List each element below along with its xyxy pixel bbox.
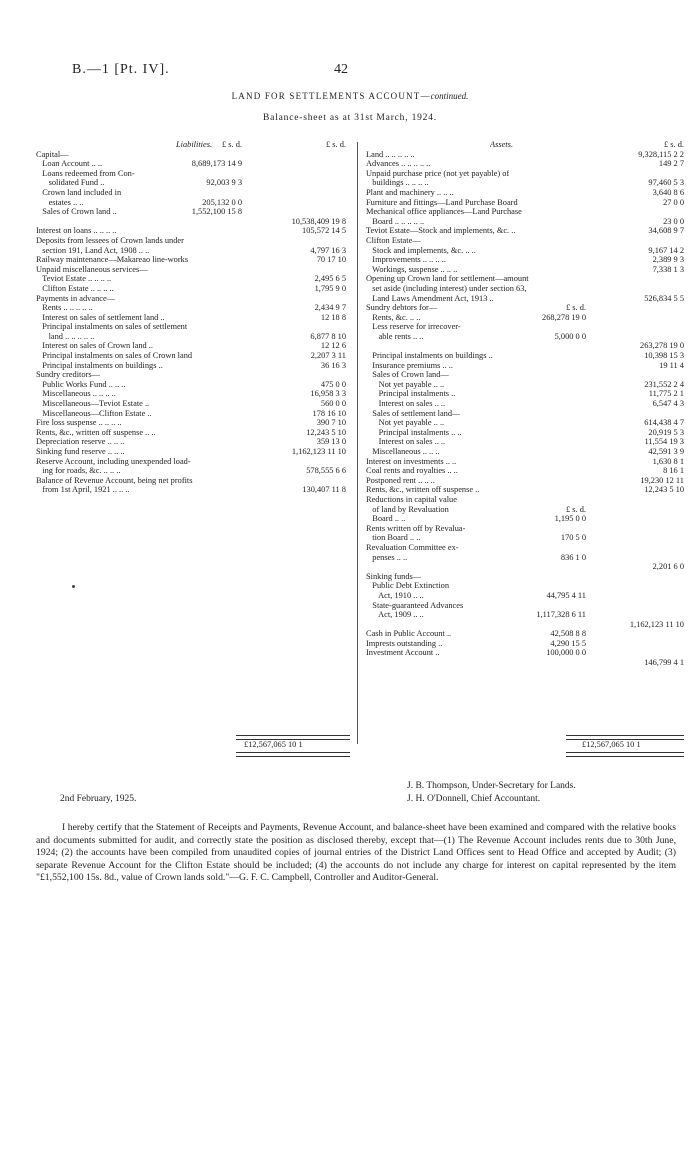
liabilities-row	[36, 207, 354, 217]
assets-row-label: Stock and implements, &c. .. ..	[366, 245, 476, 255]
assets-row-amount-c2: 149 2 7	[658, 159, 684, 169]
liabilities-row-label: estates .. ..	[36, 197, 84, 207]
liabilities-row-label: Railway maintenance—Makareao line-works	[36, 255, 189, 265]
assets-row-label: Advances .. .. .. .. ..	[366, 159, 431, 169]
liabilities-row	[36, 217, 354, 227]
assets-row-amount-c2: 8 16 1	[663, 466, 684, 476]
assets-row-amount-c2: 3,640 8 6	[652, 187, 684, 197]
assets-row-amount-c1: 1,195 0 0	[554, 514, 586, 524]
assets-row-label: Reductions in capital value	[366, 494, 457, 504]
signature-chief-accountant: J. H. O'Donnell, Chief Accountant.	[407, 794, 541, 804]
liabilities-row-label: Depreciation reserve .. .. ..	[36, 437, 125, 447]
assets-row-amount-c1: 5,000 0 0	[554, 331, 586, 341]
liabilities-row	[36, 428, 354, 438]
page-number: 42	[334, 62, 348, 77]
liabilities-row-amount-c2: 12,243 5 10	[306, 427, 346, 437]
assets-row-label: Board .. ..	[366, 514, 406, 524]
assets-row-amount-c2: 6,547 4 3	[652, 399, 684, 409]
liabilities-row	[36, 294, 354, 304]
liabilities-row-label: Payments in advance—	[36, 293, 116, 303]
assets-row-amount-c2: 1,162,123 11 10	[629, 619, 684, 629]
assets-row	[366, 332, 684, 342]
liabilities-row-label: Loans redeemed from Con-	[36, 168, 135, 178]
assets-row	[366, 178, 684, 188]
title-text: LAND FOR SETTLEMENTS ACCOUNT—	[231, 91, 431, 101]
liabilities-row-label: Fire loss suspense .. .. .. ..	[36, 418, 122, 428]
assets-row	[366, 159, 684, 169]
assets-row-amount-c1: 170 5 0	[560, 533, 586, 543]
assets-row	[366, 476, 684, 486]
assets-row-amount-c1: 42,508 8 8	[550, 629, 586, 639]
liabilities-row-amount-c2: 2,495 6 5	[314, 274, 346, 284]
assets-row-label: Plant and machinery .. .. ..	[366, 187, 454, 197]
assets-row	[366, 591, 684, 601]
assets-row-amount-c1: 100,000 0 0	[546, 648, 586, 658]
assets-row-amount-c1: 44,795 4 11	[546, 590, 586, 600]
assets-row	[366, 485, 684, 495]
assets-row	[366, 428, 684, 438]
liabilities-row	[36, 169, 354, 179]
liabilities-row-amount-c2: 36 16 3	[320, 360, 346, 370]
assets-row	[366, 313, 684, 323]
assets-row	[366, 399, 684, 409]
liabilities-row-label: Principal instalments on sales of settlement	[36, 322, 188, 332]
liabilities-row-label: Miscellaneous—Teviot Estate ..	[36, 399, 150, 409]
assets-row	[366, 648, 684, 658]
liabilities-row-amount-c2: 2,207 3 11	[310, 351, 346, 361]
assets-row	[366, 380, 684, 390]
liabilities-row	[36, 226, 354, 236]
assets-row-amount-c2: 263,278 19 0	[640, 341, 684, 351]
liabilities-row-label: Sundry creditors—	[36, 370, 100, 380]
liabilities-col-head-c1: £ s. d.	[221, 140, 242, 149]
liabilities-row	[36, 188, 354, 198]
audit-certificate: I hereby certify that the Statement of Receipts and Payments, Revenue Account, and balance-sheet have been examined and compared with the relative books and documents submitted for audit, and correctly state the position as disclosed thereby, except that—(1) The Revenue Account includes rents due to 30th June, 1924; (2) the accounts have been compiled from unaudited copies of journal entries of the District Land Offices sent to Head Office and accepted by Audit; (3) separate Revenue Account for the Clifton Estate should be included; (4) the accounts do not include any charge for interest on capital represented by the item "£1,552,100 15s. 8d., value of Crown lands sold."—G. F. C. Campbell, Controller and Auditor-General.	[36, 822, 676, 884]
assets-row-amount-c2: 10,398 15 3	[644, 351, 684, 361]
assets-row-label: able rents .. ..	[366, 331, 424, 341]
assets-row	[366, 341, 684, 351]
assets-row-amount-c1: 1,117,328 6 11	[536, 610, 586, 620]
liabilities-row-label: Interest on sales of settlement land ..	[36, 312, 165, 322]
liabilities-column	[36, 140, 354, 495]
liabilities-row-amount-c2: 12 18 8	[320, 312, 346, 322]
assets-row-label: Sundry debtors for—	[366, 303, 438, 313]
liabilities-row-amount-c2: 70 17 10	[316, 255, 346, 265]
assets-row-label: Act, 1909 .. ..	[366, 610, 424, 620]
liabilities-row-amount-c1: 205,132 0 0	[202, 197, 242, 207]
liabilities-row	[36, 380, 354, 390]
assets-row	[366, 601, 684, 611]
signature-under-secretary: J. B. Thompson, Under-Secretary for Lands.	[407, 781, 576, 791]
liabilities-row-amount-c2: 10,538,409 19 8	[291, 216, 346, 226]
report-reference: B.—1 [Pt. IV].	[72, 62, 170, 77]
assets-row	[366, 639, 684, 649]
liabilities-row	[36, 485, 354, 495]
liabilities-row	[36, 198, 354, 208]
assets-row-label: of land by Revaluation	[366, 504, 449, 514]
assets-row	[366, 188, 684, 198]
assets-row	[366, 246, 684, 256]
liabilities-row-label: Sinking fund reserve .. .. ..	[36, 447, 125, 456]
liabilities-row-amount-c1: 92,003 9 3	[206, 178, 242, 188]
assets-row-label: Cash in Public Account ..	[366, 629, 452, 639]
liabilities-row-label: section 191, Land Act, 1908 .. ..	[36, 245, 150, 255]
assets-row-amount-c2: 2,201 6 0	[652, 562, 684, 572]
liabilities-row	[36, 447, 354, 457]
assets-row	[366, 629, 684, 639]
assets-row	[366, 198, 684, 208]
liabilities-row-amount-c2: 12 12 6	[320, 341, 346, 351]
assets-row	[366, 265, 684, 275]
assets-row-amount-c2: 2,389 9 3	[652, 255, 684, 265]
liabilities-row	[36, 466, 354, 476]
assets-row-amount-c1: 4,290 15 5	[550, 638, 586, 648]
liabilities-row-amount-c2: 475 0 0	[320, 379, 346, 389]
assets-row-label: penses .. ..	[366, 552, 408, 562]
liabilities-row	[36, 457, 354, 467]
liabilities-row-label: Teviot Estate .. .. .. ..	[36, 274, 112, 284]
assets-row	[366, 274, 684, 284]
assets-row-amount-c2: 27 0 0	[663, 197, 684, 207]
assets-row-label: Coal rents and royalties .. ..	[366, 466, 458, 476]
assets-row	[366, 361, 684, 371]
assets-heading-row	[366, 140, 684, 150]
assets-row-label: Principal instalments ..	[366, 389, 456, 399]
assets-row-label: Public Debt Extinction	[366, 581, 450, 591]
liabilities-row	[36, 476, 354, 486]
assets-row-amount-c2: 1,630 8 1	[652, 456, 684, 466]
liabilities-row-amount-c2: 4,797 16 3	[310, 245, 346, 255]
assets-row-label: Sales of settlement land—	[366, 408, 461, 418]
assets-row-label: Rents, &c., written off suspense ..	[366, 485, 480, 495]
liabilities-row-label: Deposits from lessees of Crown lands under	[36, 235, 184, 245]
assets-row-label: buildings .. .. .. ..	[366, 178, 429, 188]
liabilities-row	[36, 159, 354, 169]
assets-row-amount-c2: 19,230 12 11	[640, 475, 684, 485]
assets-row	[366, 553, 684, 563]
liabilities-row-label: Unpaid miscellaneous services—	[36, 264, 148, 274]
liabilities-row	[36, 265, 354, 275]
assets-row-amount-c2: 7,338 1 3	[652, 264, 684, 274]
assets-row-label: Postponed rent .. .. ..	[366, 475, 435, 485]
assets-row	[366, 610, 684, 620]
assets-row-amount-c2: 23 0 0	[663, 216, 684, 226]
liabilities-row-amount-c2: 6,877 8 10	[310, 331, 346, 341]
assets-row-label: Interest on sales .. ..	[366, 399, 446, 409]
assets-row-label: Workings, suspense .. .. ..	[366, 264, 458, 274]
assets-row	[366, 505, 684, 515]
liabilities-row	[36, 236, 354, 246]
assets-row-label: Not yet payable .. ..	[366, 379, 445, 389]
assets-row-amount-c2: 614,438 4 7	[644, 418, 684, 428]
liabilities-row	[36, 313, 354, 323]
assets-row	[366, 370, 684, 380]
liabilities-row-amount-c2: 130,407 11 8	[302, 485, 346, 495]
liabilities-row	[36, 303, 354, 313]
assets-row-label: Rents written off by Revalua-	[366, 523, 466, 533]
assets-row-label: Principal instalments .. ..	[366, 427, 462, 437]
title-suffix: continued.	[430, 91, 469, 101]
assets-row	[366, 284, 684, 294]
liabilities-row	[36, 437, 354, 447]
liabilities-total-underline	[236, 752, 350, 757]
assets-row-label: Rents, &c. .. ..	[366, 312, 421, 322]
liabilities-row	[36, 246, 354, 256]
liabilities-row-label: Interest on loans .. .. .. ..	[36, 226, 117, 236]
assets-row-label: Act, 1910 .. ..	[366, 590, 424, 600]
assets-row-label: Furniture and fittings—Land Purchase Board	[366, 197, 518, 207]
liabilities-row-label: Capital—	[36, 149, 69, 159]
assets-row	[366, 495, 684, 505]
liabilities-row-amount-c2: 2,434 9 7	[314, 303, 346, 313]
assets-row-label: Investment Account ..	[366, 648, 440, 658]
liabilities-row	[36, 370, 354, 380]
assets-row-amount-c2: 97,460 5 3	[648, 178, 684, 188]
assets-row-label: Imprests outstanding ..	[366, 638, 443, 648]
liabilities-row-amount-c1: 8,689,173 14 9	[191, 159, 242, 169]
assets-row	[366, 303, 684, 313]
assets-heading: Assets.	[490, 140, 514, 149]
liabilities-total: £12,567,065 10 1	[244, 740, 303, 749]
assets-row-amount-c1: 836 1 0	[560, 552, 586, 562]
assets-row	[366, 169, 684, 179]
assets-row-amount-c2: 9,328,115 2 2	[638, 149, 684, 159]
assets-row-amount-c2: 9,167 14 2	[648, 245, 684, 255]
liabilities-row-label: Crown land included in	[36, 187, 122, 197]
liabilities-row	[36, 409, 354, 419]
liabilities-col-head-c2: £ s. d.	[325, 140, 346, 149]
liabilities-heading-row	[36, 140, 354, 150]
liabilities-row-label: Loan Account .. ..	[36, 159, 103, 169]
assets-row-label: Interest on investments .. ..	[366, 456, 457, 466]
assets-row-amount-c1: £ s. d.	[565, 303, 586, 313]
assets-total: £12,567,065 10 1	[582, 740, 641, 749]
assets-row-label: Principal instalments on buildings ..	[366, 351, 493, 361]
assets-row	[366, 620, 684, 630]
liabilities-row-amount-c2: 560 0 0	[320, 399, 346, 409]
liabilities-row-label: land .. .. .. .. ..	[36, 331, 95, 341]
liabilities-row-amount-c2: 359 13 0	[316, 437, 346, 447]
liabilities-row-label: ing for roads, &c. .. .. ..	[36, 466, 121, 476]
liabilities-row-label: Interest on sales of Crown land ..	[36, 341, 153, 351]
liabilities-row	[36, 274, 354, 284]
assets-row	[366, 150, 684, 160]
liabilities-row-label: solidated Fund ..	[36, 178, 105, 188]
assets-row-label: Miscellaneous .. .. ..	[366, 447, 440, 456]
assets-row-label: Land .. .. .. .. ..	[366, 149, 415, 159]
assets-row	[366, 418, 684, 428]
assets-row-amount-c2: 11,775 2 1	[648, 389, 684, 399]
assets-row	[366, 207, 684, 217]
assets-row	[366, 255, 684, 265]
assets-total-underline	[566, 752, 684, 757]
assets-row-amount-c1: £ s. d.	[565, 504, 586, 514]
assets-row-amount-c2: 19 11 4	[659, 360, 684, 370]
assets-row	[366, 658, 684, 668]
assets-row	[366, 322, 684, 332]
assets-row-amount-c2: 42,591 3 9	[648, 447, 684, 456]
liabilities-row	[36, 178, 354, 188]
assets-row	[366, 457, 684, 467]
assets-row-label: Insurance premiums .. ..	[366, 360, 453, 370]
liabilities-row	[36, 351, 354, 361]
assets-row	[366, 533, 684, 543]
assets-row	[366, 466, 684, 476]
assets-row-label: Clifton Estate—	[366, 235, 421, 245]
assets-row	[366, 236, 684, 246]
liabilities-row-amount-c2: 178 16 10	[312, 408, 346, 418]
liabilities-row	[36, 389, 354, 399]
liabilities-row-amount-c2: 16,958 3 3	[310, 389, 346, 399]
assets-row-label: Land Laws Amendment Act, 1913 ..	[366, 293, 494, 303]
assets-row-label: Board .. .. .. .. ..	[366, 216, 425, 226]
assets-row-amount-c2: 12,243 5 10	[644, 485, 684, 495]
liabilities-row-amount-c1: 1,552,100 15 8	[191, 207, 242, 217]
liabilities-row-amount-c2: 105,572 14 5	[302, 226, 346, 236]
liabilities-row-label: Balance of Revenue Account, being net profits	[36, 475, 193, 485]
liabilities-row-label: Principal instalments on sales of Crown land	[36, 351, 193, 361]
assets-row-label: Revaluation Committee ex-	[366, 542, 459, 552]
liabilities-row-amount-c2: 1,162,123 11 10	[291, 447, 346, 456]
page-title	[0, 91, 700, 101]
liabilities-row	[36, 284, 354, 294]
liabilities-row-label: Rents .. .. .. .. ..	[36, 303, 93, 313]
assets-row-amount-c2: 146,799 4 1	[644, 658, 684, 668]
liabilities-row-amount-c2: 578,555 6 6	[306, 466, 346, 476]
assets-row-amount-c2: 526,834 5 5	[644, 293, 684, 303]
assets-row-label: tion Board .. ..	[366, 533, 421, 543]
assets-row-amount-c2: 11,554 19 3	[644, 437, 684, 447]
assets-row-label: State-guaranteed Advances	[366, 600, 464, 610]
assets-row-label: Less reserve for irrecover-	[366, 322, 461, 332]
assets-row-label: set aside (including interest) under section 63,	[366, 283, 527, 293]
assets-row-amount-c2: 20,919 5 3	[648, 427, 684, 437]
assets-row	[366, 581, 684, 591]
liabilities-row	[36, 332, 354, 342]
assets-row-label: Opening up Crown land for settlement—amount	[366, 274, 529, 284]
assets-row	[366, 217, 684, 227]
liabilities-row-label: Principal instalments on buildings ..	[36, 360, 163, 370]
assets-column	[366, 140, 684, 668]
liabilities-row-label: Miscellaneous—Clifton Estate ..	[36, 408, 152, 418]
liabilities-row	[36, 255, 354, 265]
assets-row-label: Interest on sales .. ..	[366, 437, 446, 447]
assets-row-amount-c1: 268,278 19 0	[542, 312, 586, 322]
assets-row	[366, 409, 684, 419]
report-date: 2nd February, 1925.	[60, 794, 137, 804]
assets-col-head-c2: £ s. d.	[663, 140, 684, 149]
liabilities-row-label: Reserve Account, including unexpended load-	[36, 456, 191, 466]
assets-row	[366, 389, 684, 399]
assets-row-label: Sinking funds—	[366, 571, 422, 581]
page-speck	[72, 585, 75, 588]
liabilities-row-label: Sales of Crown land ..	[36, 207, 117, 217]
assets-row	[366, 524, 684, 534]
liabilities-row	[36, 341, 354, 351]
assets-row	[366, 447, 684, 457]
liabilities-row-label: Public Works Fund .. .. ..	[36, 379, 126, 389]
column-divider	[357, 142, 358, 744]
assets-row-label: Sales of Crown land—	[366, 370, 449, 380]
assets-row-label: Teviot Estate—Stock and implements, &c. ..	[366, 226, 516, 236]
assets-row	[366, 572, 684, 582]
assets-row-label: Improvements .. .. .. ..	[366, 255, 446, 265]
assets-row-label: Unpaid purchase price (not yet payable) of	[366, 168, 510, 178]
liabilities-row-label: Rents, &c., written off suspense .. ..	[36, 427, 156, 437]
assets-row	[366, 294, 684, 304]
assets-row	[366, 351, 684, 361]
assets-row	[366, 514, 684, 524]
assets-row	[366, 562, 684, 572]
assets-row-label: Not yet payable .. ..	[366, 418, 445, 428]
assets-row	[366, 226, 684, 236]
liabilities-row	[36, 322, 354, 332]
liabilities-row	[36, 150, 354, 160]
liabilities-row-label: from 1st April, 1921 .. .. ..	[36, 485, 130, 495]
liabilities-row-amount-c2: 390 7 10	[316, 418, 346, 428]
balance-sheet-subtitle: Balance-sheet as at 31st March, 1924.	[263, 113, 437, 123]
assets-row	[366, 543, 684, 553]
liabilities-row-label: Miscellaneous .. .. .. ..	[36, 389, 116, 399]
assets-row-amount-c2: 231,552 2 4	[644, 379, 684, 389]
liabilities-heading: Liabilities.	[176, 140, 213, 149]
liabilities-row-label: Clifton Estate .. .. .. ..	[36, 283, 114, 293]
assets-row-label: Mechanical office appliances—Land Purchase	[366, 207, 522, 217]
liabilities-row	[36, 418, 354, 428]
liabilities-row	[36, 399, 354, 409]
assets-row	[366, 437, 684, 447]
liabilities-row-amount-c2: 1,795 9 0	[314, 283, 346, 293]
liabilities-row	[36, 361, 354, 371]
assets-row-amount-c2: 34,608 9 7	[648, 226, 684, 236]
